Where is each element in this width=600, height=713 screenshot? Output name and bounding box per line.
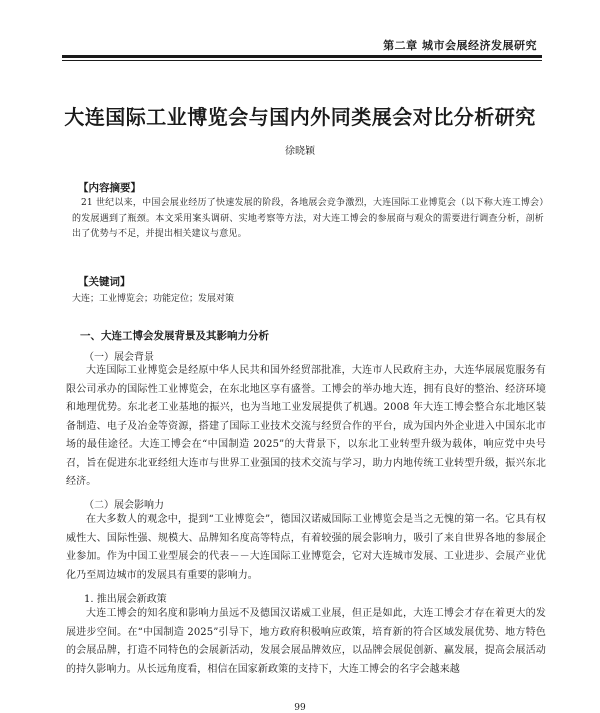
body-paragraph-1: 大连国际工业博览会是经原中华人民共和国外经贸部批准，大连市人民政府主办，大连华展展览服务有限公司承办的国际性工业博览会，在东北地区享有盛誉。工博会的举办地大连，拥有良好的整治、经济环境和地理优势。东北老工业基地的振兴，也为当地工业发展提供了机遇。2008 年大连工博会整合东北地区装备制造、电子及冶金等资源，搭建了国际工业技术交流与经贸合作的平台，成为国内外企业进入中国东北市场的最佳途径。大连工博会在“中国制造 2025”的大背景下，以东北工业转型升级为载体，响应党中央号召，旨在促进东北亚经纽大连市与世界工业强国的技术交流与学习，助力内地传统工业转型升级，振兴东北经济。 <box>66 365 546 487</box>
page-number: 99 <box>294 703 306 713</box>
header-rule-thick <box>62 55 542 58</box>
keywords-text: 大连；工业博览会；功能定位；发展对策 <box>72 294 235 304</box>
abstract-label: 【内容摘要】 <box>78 182 141 194</box>
subsection-heading-new-policy: 1. 推出展会新政策 <box>84 594 167 605</box>
header-rule-thin <box>62 60 542 61</box>
author-name: 徐晓颖 <box>285 146 315 157</box>
article-title: 大连国际工业博览会与国内外同类展会对比分析研究 <box>64 105 536 129</box>
subsection-heading-background: （一）展会背景 <box>84 352 154 363</box>
section-heading-1: 一、大连工博会发展背景及其影响力分析 <box>80 330 269 342</box>
running-header: 第二章 城市会展经济发展研究 <box>383 39 537 52</box>
body-paragraph-3: 大连工博会的知名度和影响力虽远不及德国汉诺威工业展，但正是如此，大连工博会才存在着更大的发展进步空间。在“中国制造 2025”引导下，地方政府积极响应政策，培育新的符合区域发展优势、地方特色的会展品牌，打造不同特色的会展新活动，发展会展品牌效应，以品牌会展促创新、赢发展，提高会展活动的持久影响力。从长远角度看，相信在国家新政策的支持下，大连工博会的名字会越来越 <box>66 608 546 675</box>
body-paragraph-2: 在大多数人的观念中，提到“工业博览会”，德国汉诺威国际工业博览会是当之无愧的第一名。它具有权威性大、国际性强、规模大、品牌知名度高等特点，有着较强的展会影响力，吸引了来自世界各地的参展企业参加。作为中国工业型展会的代表－－大连国际工业博览会，它对大连城市发展、工业进步、会展产业优化乃至周边城市的发展具有重要的影响力。 <box>66 514 546 581</box>
abstract-text: 21 世纪以来，中国会展业经历了快速发展的阶段，各地展会竞争激烈，大连国际工业博览会（以下称大连工博会）的发展遇到了瓶颈。本文采用案头调研、实地考察等方法，对大连工博会的参展商与观众的需要进行调查分析，剖析出了优势与不足，并提出相关建议与意见。 <box>72 198 544 239</box>
keywords-label: 【关键词】 <box>78 276 131 288</box>
subsection-heading-influence: （二）展会影响力 <box>84 500 164 511</box>
